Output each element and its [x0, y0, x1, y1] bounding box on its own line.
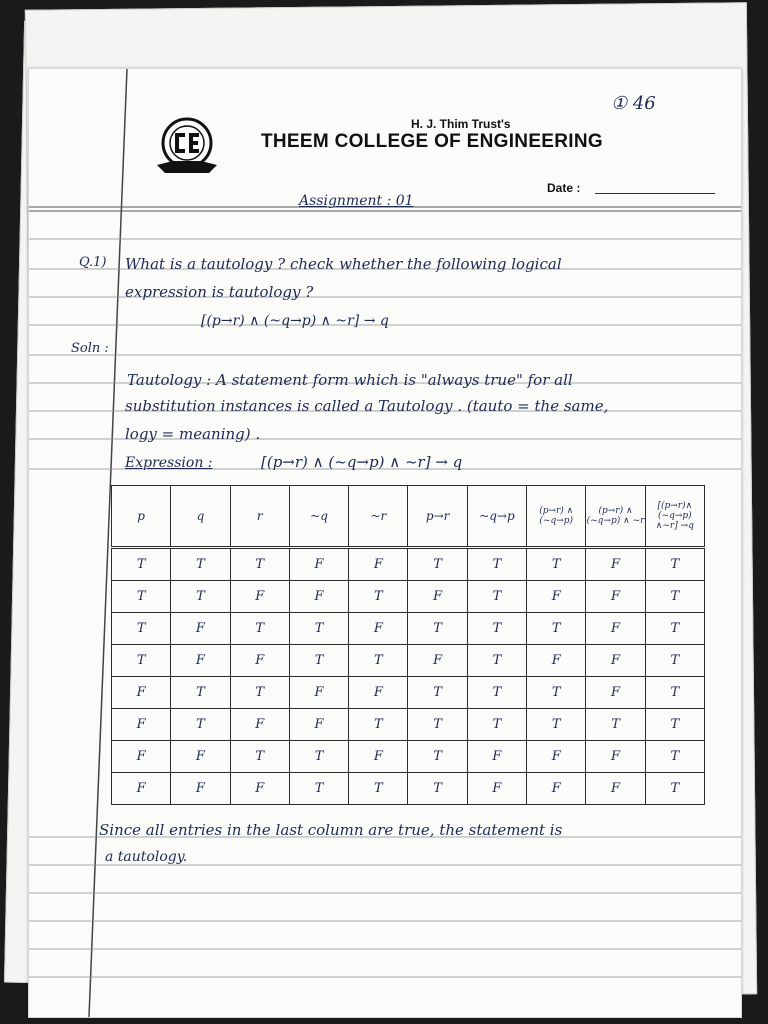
table-cell: T [467, 677, 526, 709]
table-cell: T [527, 548, 586, 581]
table-row [112, 645, 705, 677]
table-cell: T [527, 709, 586, 741]
truth-table-body [112, 548, 705, 805]
table-cell: T [645, 709, 704, 741]
table-cell: T [349, 773, 408, 805]
table-cell: T [171, 548, 230, 581]
table-cell: F [586, 773, 645, 805]
table-cell: T [112, 548, 171, 581]
table-cell: F [349, 741, 408, 773]
table-cell: T [408, 741, 467, 773]
table-cell: F [230, 773, 289, 805]
table-cell: F [289, 581, 348, 613]
table-cell: F [112, 677, 171, 709]
table-cell: F [408, 645, 467, 677]
question-number: Q.1) [79, 255, 107, 270]
notebook-page [28, 68, 742, 1018]
table-cell: F [112, 741, 171, 773]
table-cell: F [527, 741, 586, 773]
table-cell: F [586, 741, 645, 773]
table-cell: F [171, 645, 230, 677]
table-cell: T [349, 581, 408, 613]
table-cell: T [645, 581, 704, 613]
column-header: [(p→r)∧ (~q→p) ∧~r] →q [645, 486, 704, 548]
table-cell: T [112, 581, 171, 613]
table-cell: F [171, 741, 230, 773]
table-cell: T [230, 613, 289, 645]
table-cell: T [112, 613, 171, 645]
table-cell: F [586, 581, 645, 613]
solution-label: Soln : [71, 341, 109, 356]
assignment-title: Assignment : 01 [299, 193, 414, 209]
table-cell: F [349, 613, 408, 645]
table-cell: T [408, 709, 467, 741]
column-header: q [171, 486, 230, 548]
table-cell: T [289, 613, 348, 645]
table-row [112, 677, 705, 709]
table-cell: T [408, 548, 467, 581]
table-cell: T [289, 773, 348, 805]
table-cell: T [349, 645, 408, 677]
table-cell: F [171, 613, 230, 645]
table-cell: T [171, 581, 230, 613]
table-row [112, 773, 705, 805]
table-cell: T [586, 709, 645, 741]
table-cell: F [230, 645, 289, 677]
table-cell: T [467, 581, 526, 613]
truth-table [111, 485, 705, 805]
table-cell: T [349, 709, 408, 741]
expression-label: Expression : [125, 455, 213, 471]
table-cell: T [112, 645, 171, 677]
table-cell: T [171, 677, 230, 709]
table-cell: F [289, 548, 348, 581]
table-cell: T [289, 741, 348, 773]
table-cell: F [289, 709, 348, 741]
definition-line: logy = meaning) . [125, 425, 261, 443]
truth-table-header-row [112, 486, 705, 548]
table-cell: T [527, 613, 586, 645]
column-header: p [112, 486, 171, 548]
table-cell: T [408, 613, 467, 645]
table-cell: T [467, 613, 526, 645]
table-cell: F [112, 773, 171, 805]
table-cell: T [408, 773, 467, 805]
table-cell: T [230, 677, 289, 709]
column-header: r [230, 486, 289, 548]
question-line: expression is tautology ? [125, 283, 314, 301]
table-cell: F [349, 677, 408, 709]
page-number: ① 46 [611, 93, 656, 114]
definition-line: Tautology : A statement form which is "always true" for all [127, 371, 573, 389]
table-cell: F [586, 645, 645, 677]
table-cell: T [230, 548, 289, 581]
table-cell: F [467, 773, 526, 805]
column-header: ~r [349, 486, 408, 548]
table-cell: F [289, 677, 348, 709]
column-header: (p→r) ∧ (~q→p) [527, 486, 586, 548]
table-cell: F [230, 709, 289, 741]
table-cell: F [586, 613, 645, 645]
table-cell: T [171, 709, 230, 741]
table-row [112, 548, 705, 581]
table-cell: T [467, 548, 526, 581]
expression-value: [(p→r) ∧ (~q→p) ∧ ~r] → q [261, 453, 463, 471]
column-header: p→r [408, 486, 467, 548]
column-header: ~q [289, 486, 348, 548]
table-cell: F [171, 773, 230, 805]
table-row [112, 709, 705, 741]
table-row [112, 613, 705, 645]
column-header: ~q→p [467, 486, 526, 548]
table-cell: F [586, 548, 645, 581]
table-cell: T [645, 645, 704, 677]
conclusion-line: a tautology. [105, 849, 188, 865]
table-cell: T [645, 741, 704, 773]
table-cell: T [467, 645, 526, 677]
table-cell: T [645, 677, 704, 709]
table-row [112, 581, 705, 613]
table-cell: F [586, 677, 645, 709]
table-cell: F [467, 741, 526, 773]
table-cell: T [645, 613, 704, 645]
question-line: What is a tautology ? check whether the following logical [125, 255, 562, 273]
college-name: THEEM COLLEGE OF ENGINEERING [261, 131, 603, 152]
table-cell: F [527, 645, 586, 677]
table-cell: F [112, 709, 171, 741]
table-cell: F [527, 581, 586, 613]
table-row [112, 741, 705, 773]
table-cell: T [527, 677, 586, 709]
table-cell: F [527, 773, 586, 805]
table-cell: F [349, 548, 408, 581]
definition-line: substitution instances is called a Tautology . (tauto = the same, [125, 397, 609, 415]
table-cell: T [645, 773, 704, 805]
table-cell: T [645, 548, 704, 581]
table-cell: F [230, 581, 289, 613]
column-header: (p→r) ∧ (~q→p) ∧ ~r [586, 486, 645, 548]
table-cell: T [289, 645, 348, 677]
date-label: Date : [547, 181, 581, 195]
conclusion-line: Since all entries in the last column are true, the statement is [99, 821, 563, 839]
question-expression: [(p→r) ∧ (~q→p) ∧ ~r] → q [201, 313, 389, 329]
table-cell: T [230, 741, 289, 773]
table-cell: F [408, 581, 467, 613]
table-cell: T [408, 677, 467, 709]
trust-name: H. J. Thim Trust's [411, 117, 511, 131]
table-cell: T [467, 709, 526, 741]
date-line [595, 193, 715, 194]
college-logo [153, 115, 221, 181]
